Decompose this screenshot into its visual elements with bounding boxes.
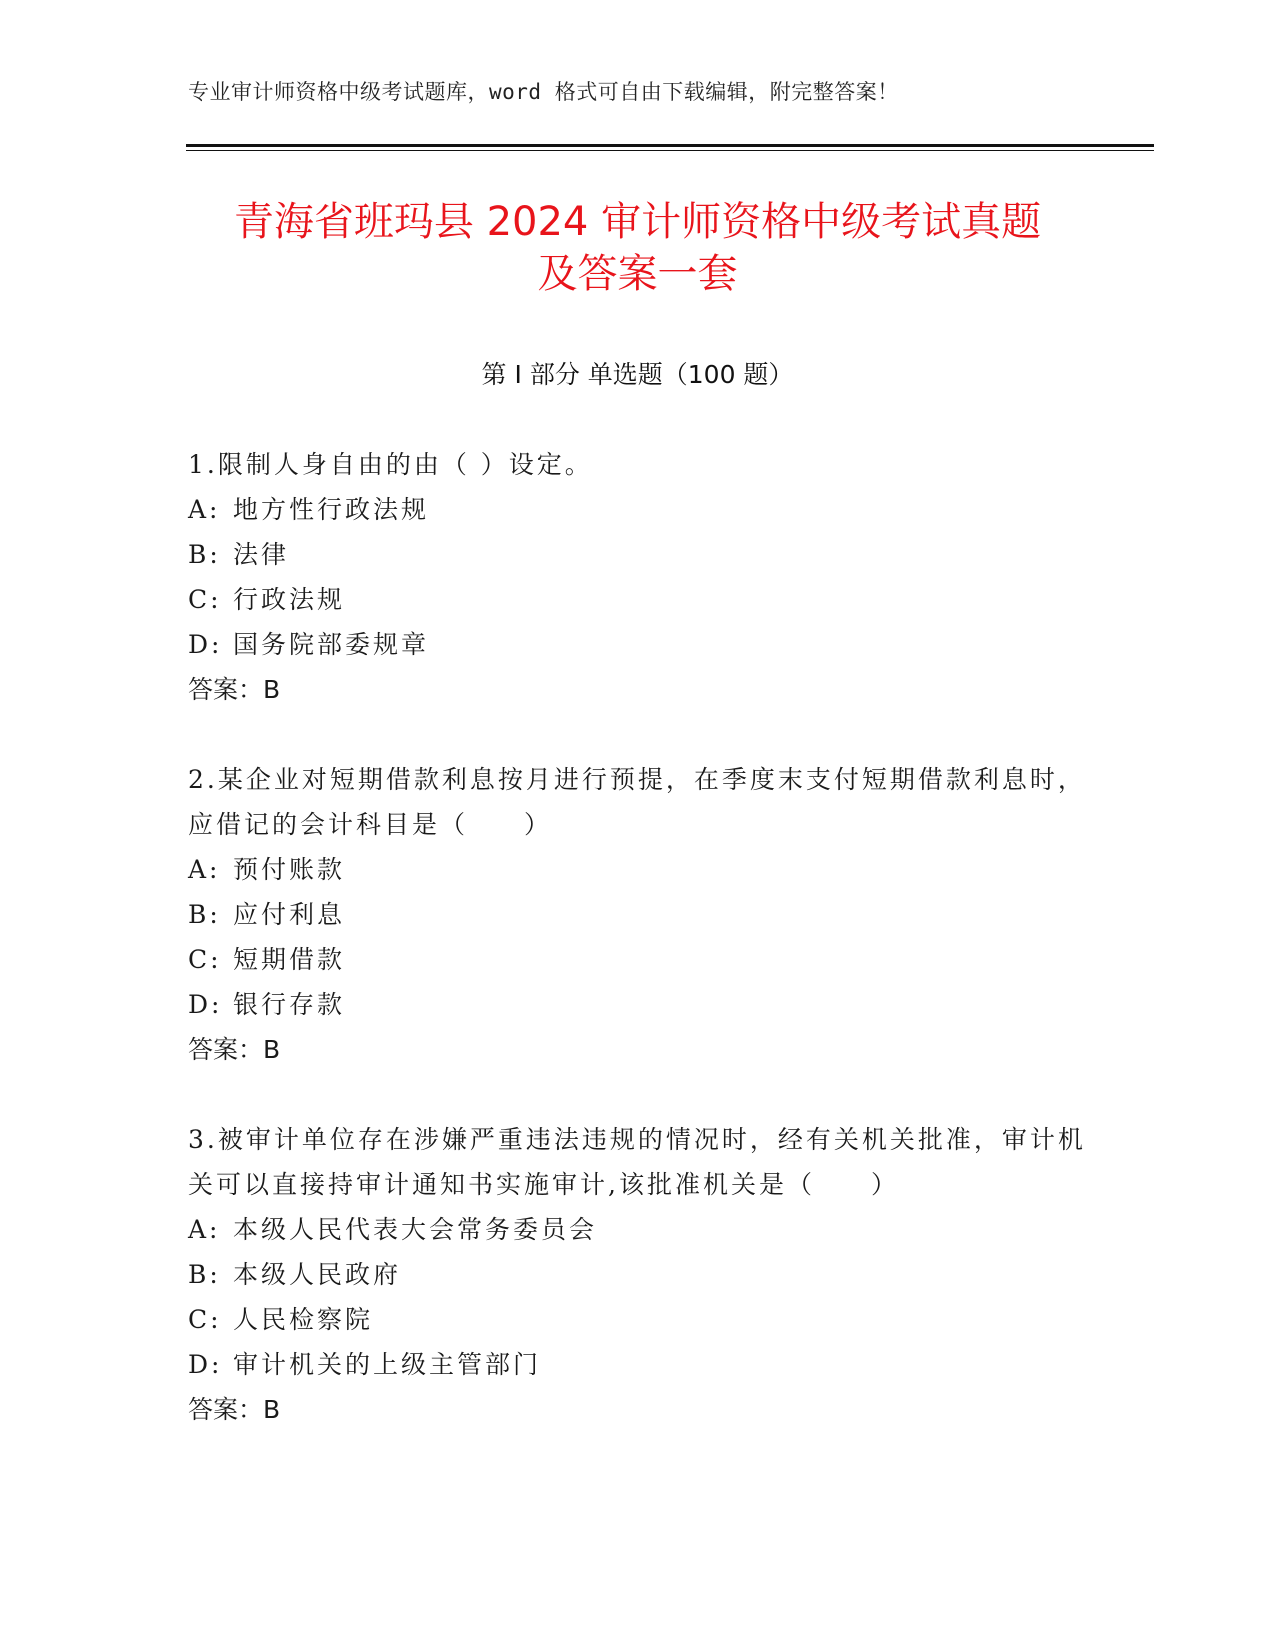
header-divider-thick — [186, 144, 1154, 147]
option-text: 行政法规 — [233, 585, 346, 614]
option-letter: D: — [188, 630, 223, 659]
option-text: 审计机关的上级主管部门 — [233, 1350, 542, 1379]
option-d — [188, 1342, 1088, 1387]
option-c — [188, 1297, 1088, 1342]
document-title-line-2: 及答案一套 — [537, 251, 738, 297]
page-header-text: 专业审计师资格中级考试题库，word 格式可自由下载编辑，附完整答案！ — [188, 80, 899, 104]
option-a — [188, 1207, 1088, 1252]
option-letter: C: — [188, 1305, 222, 1334]
option-letter: C: — [188, 585, 222, 614]
header-divider-thin — [186, 150, 1154, 151]
question-1 — [188, 442, 1088, 712]
option-d — [188, 622, 1088, 667]
answer-line: 答案：B — [188, 1035, 281, 1064]
option-b — [188, 532, 1088, 577]
option-text: 短期借款 — [233, 945, 346, 974]
answer-line: 答案：B — [188, 1395, 281, 1424]
option-c — [188, 937, 1088, 982]
question-3 — [188, 1117, 1088, 1432]
question-2 — [188, 757, 1088, 1072]
option-a — [188, 487, 1088, 532]
question-stem: 3.被审计单位存在涉嫌严重违法违规的情况时，经有关机关批准，审计机关可以直接持审计通知书实施审计,该批准机关是（ ） — [188, 1125, 1086, 1199]
option-d — [188, 982, 1088, 1027]
option-text: 预付账款 — [233, 855, 346, 884]
option-letter: B: — [188, 900, 221, 929]
option-letter: A: — [188, 855, 221, 884]
option-letter: A: — [188, 495, 221, 524]
question-stem: 1.限制人身自由的由（ ）设定。 — [188, 450, 593, 479]
option-text: 银行存款 — [233, 990, 346, 1019]
answer-line: 答案：B — [188, 675, 281, 704]
option-text: 国务院部委规章 — [233, 630, 430, 659]
option-letter: C: — [188, 945, 222, 974]
option-b — [188, 892, 1088, 937]
option-a — [188, 847, 1088, 892]
document-title — [150, 196, 1125, 300]
option-letter: A: — [188, 1215, 221, 1244]
option-text: 本级人民代表大会常务委员会 — [233, 1215, 598, 1244]
option-letter: D: — [188, 1350, 223, 1379]
option-text: 人民检察院 — [233, 1305, 374, 1334]
option-text: 法律 — [233, 540, 290, 569]
option-text: 本级人民政府 — [233, 1260, 402, 1289]
option-text: 应付利息 — [233, 900, 346, 929]
option-b — [188, 1252, 1088, 1297]
option-c — [188, 577, 1088, 622]
option-letter: D: — [188, 990, 223, 1019]
section-heading: 第 I 部分 单选题（100 题） — [481, 360, 794, 389]
question-stem: 2.某企业对短期借款利息按月进行预提，在季度末支付短期借款利息时，应借记的会计科目是（ ） — [188, 765, 1086, 839]
option-letter: B: — [188, 540, 221, 569]
document-title-line-1: 青海省班玛县 2024 审计师资格中级考试真题 — [233, 199, 1042, 245]
question-list — [188, 442, 1088, 1477]
option-text: 地方性行政法规 — [233, 495, 430, 524]
option-letter: B: — [188, 1260, 221, 1289]
